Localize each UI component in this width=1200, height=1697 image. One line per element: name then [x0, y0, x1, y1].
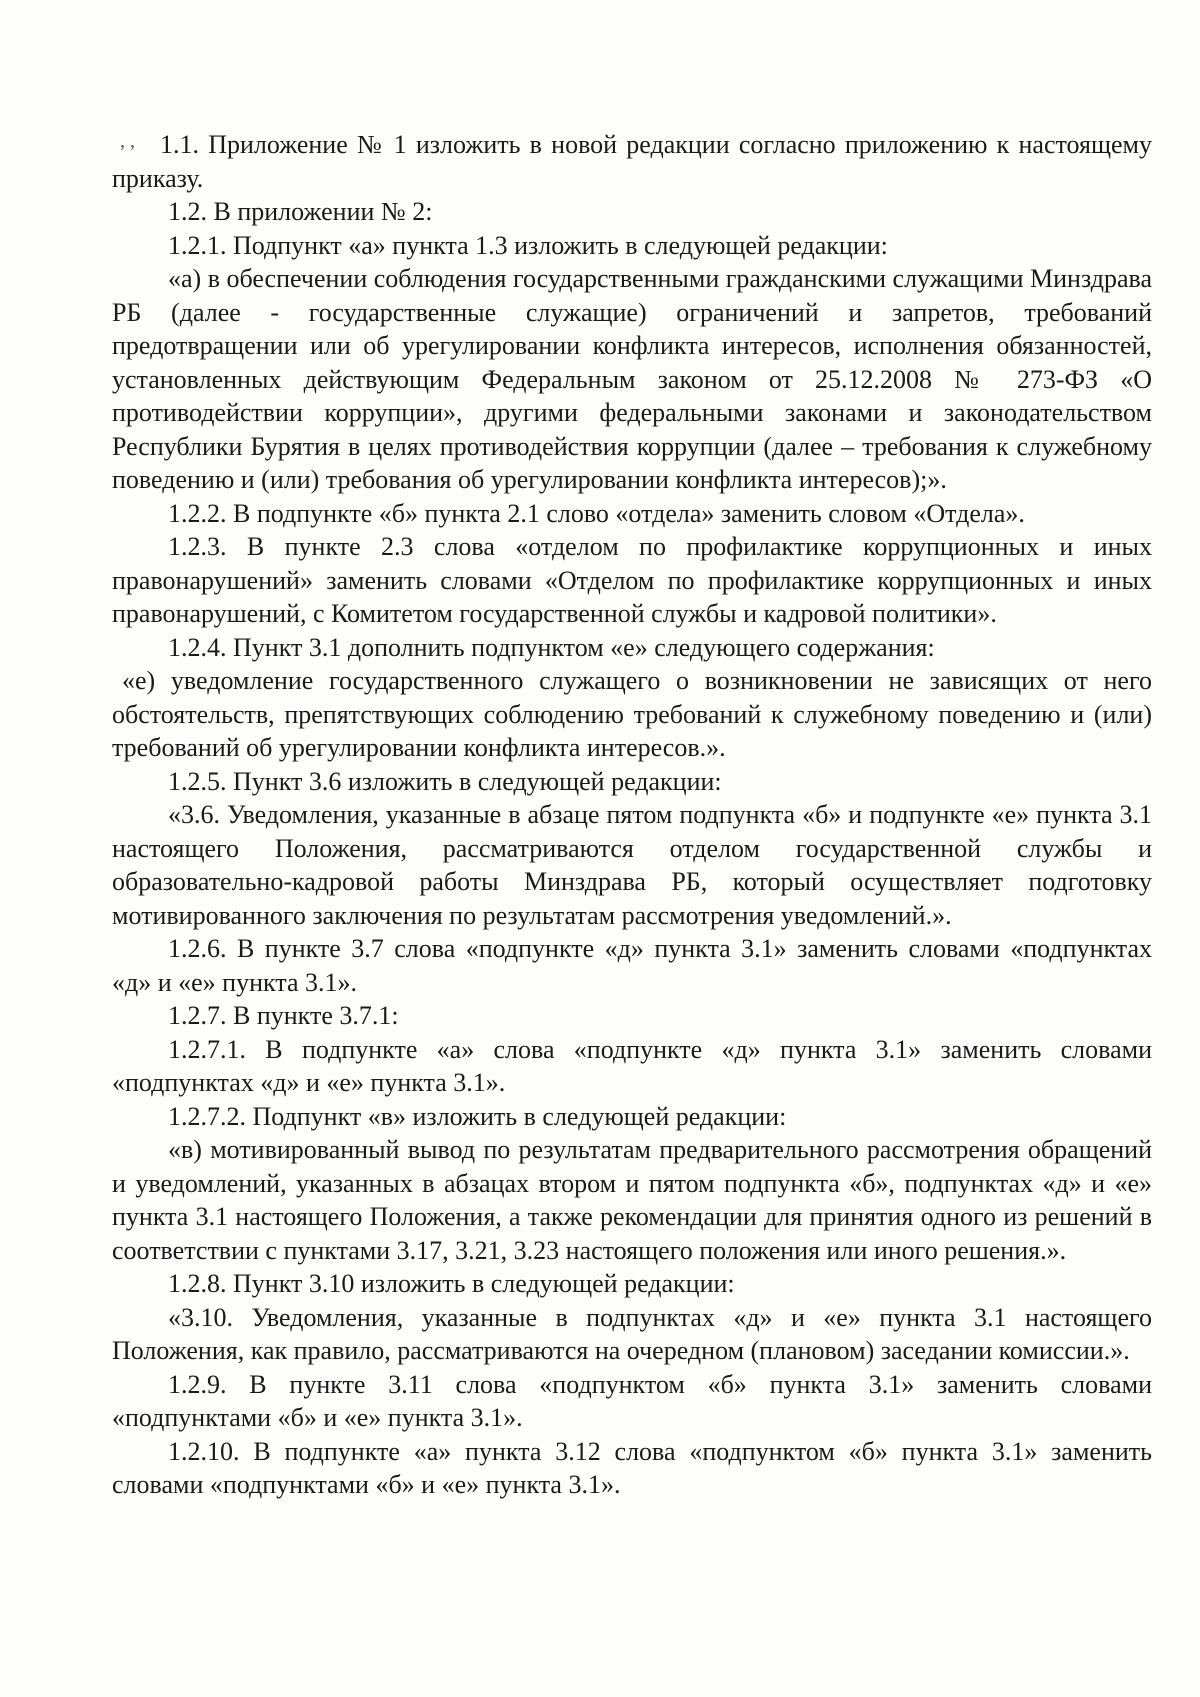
paragraph-quote-a: «а) в обеспечении соблюдения государственными гражданскими служащими Минздрава РБ (далее - государственные служащие) ограничений и запретов, требований предотвращении или об урегулировании конфликта интересов, исполнения обязанностей, установленных действующим Федеральным законом от 25.12.2008 № 273-ФЗ «О противодействии коррупции», другими федеральными законами и законодательством Республики Бурятия в целях противодействия коррупции (далее – требования к служебному поведению и (или) требования об урегулировании конфликта интересов);». [112, 264, 1153, 494]
paragraph-1-2-2: 1.2.2. В подпункте «б» пункта 2.1 слово «отдела» заменить словом «Отдела». [168, 498, 1025, 528]
document-body [112, 128, 1152, 1502]
paragraph-1-2-9: 1.2.9. В пункте 3.11 слова «подпунктом «б» пункта 3.1» заменить словами «подпунктами «б» и «е» пункта 3.1». [112, 1369, 1152, 1432]
paragraph-1-2-4: 1.2.4. Пункт 3.1 дополнить подпунктом «е» следующего содержания: [168, 632, 935, 662]
paragraph-quote-3-10: «3.10. Уведомления, указанные в подпунктах «д» и «е» пункта 3.1 настоящего Положения, как правило, рассматриваются на очередном (плановом) заседании комиссии.». [112, 1302, 1152, 1365]
paragraph-1-2-6: 1.2.6. В пункте 3.7 слова «подпункте «д» пункта 3.1» заменить словами «подпунктах «д» и «е» пункта 3.1». [112, 934, 1152, 997]
paragraph-1-1: 1.1. Приложение № 1 изложить в новой редакции согласно приложению к настоящему приказу. [112, 130, 1152, 193]
paragraph-1-2-7: 1.2.7. В пункте 3.7.1: [168, 1001, 399, 1030]
paragraph-1-2-5: 1.2.5. Пункт 3.6 изложить в следующей редакции: [168, 766, 722, 796]
paragraph-quote-3-6: «3.6. Уведомления, указанные в абзаце пятом подпункта «б» и подпункте «е» пункта 3.1 настоящего Положения, рассматриваются отделом государственной службы и образовательно-кадровой работы Минздрава РБ, который осуществляет подготовку мотивированного заключения по результатам рассмотрения уведомлений.». [112, 800, 1152, 930]
paragraph-1-2-3: 1.2.3. В пункте 2.3 слова «отделом по профилактике коррупционных и иных правонарушений» заменить словами «Отделом по профилактике коррупционных и иных правонарушений, с Комитетом государственной службы и кадровой политики». [112, 532, 1152, 628]
stray-mark: , , [120, 130, 135, 152]
paragraph-quote-v: «в) мотивированный вывод по результатам предварительного рассмотрения обращений и уведомлений, указанных в абзацах втором и пятом подпункта «б», подпунктах «д» и «е» пункта 3.1 настоящего Положения, а также рекомендации для принятия одного из решений в соответствии с пунктами 3.17, 3.21, 3.23 настоящего положения или иного решения.». [112, 1135, 1152, 1265]
paragraph-1-2: 1.2. В приложении № 2: [168, 197, 433, 226]
paragraph-1-2-1: 1.2.1. Подпункт «а» пункта 1.3 изложить в следующей редакции: [168, 230, 888, 260]
paragraph-1-2-7-2: 1.2.7.2. Подпункт «в» изложить в следующей редакции: [168, 1101, 787, 1131]
paragraph-1-2-7-1: 1.2.7.1. В подпункте «а» слова «подпункте «д» пункта 3.1» заменить словами «подпунктах «д» и «е» пункта 3.1». [112, 1034, 1152, 1097]
paragraph-quote-e: «е) уведомление государственного служащего о возникновении не зависящих от него обстоятельств, препятствующих соблюдению требований к служебному поведению и (или) требований об урегулировании конфликта интересов.». [112, 666, 1152, 762]
paragraph-1-2-8: 1.2.8. Пункт 3.10 изложить в следующей редакции: [168, 1269, 735, 1298]
paragraph-1-2-10: 1.2.10. В подпункте «а» пункта 3.12 слова «подпунктом «б» пункта 3.1» заменить словами «подпунктами «б» и «е» пункта 3.1». [112, 1436, 1152, 1499]
